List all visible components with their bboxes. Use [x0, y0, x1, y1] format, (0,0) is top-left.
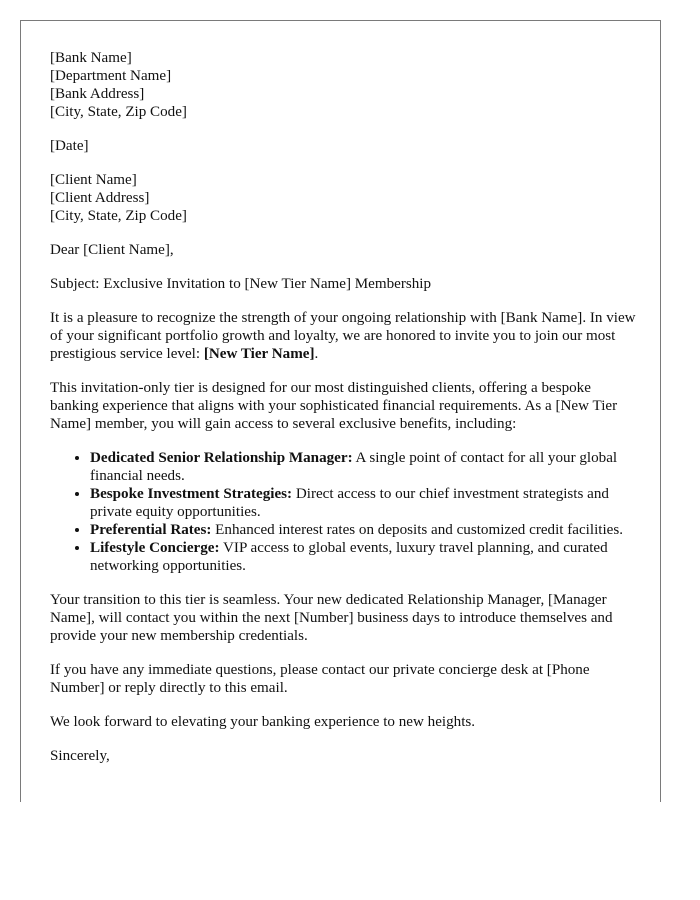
recipient-address: [Client Address]: [50, 190, 150, 206]
benefit-item: [90, 485, 640, 521]
benefits-list: [50, 449, 640, 575]
signoff: Sincerely,: [50, 748, 110, 764]
date-block: [50, 137, 640, 155]
intro-end: .: [314, 346, 319, 362]
salutation: Dear [Client Name],: [50, 242, 174, 258]
benefit-text: Enhanced interest rates on deposits and customized credit facilities.: [211, 522, 623, 538]
benefit-item: [90, 521, 640, 539]
benefit-item: [90, 539, 640, 575]
benefit-item: [90, 449, 640, 485]
transition-paragraph: Your transition to this tier is seamless. Your new dedicated Relationship Manager, [Manager Name], will contact you within the next [Number] business days to introduce themselves and provide your new membership credentials.: [50, 592, 613, 644]
letter-body: [50, 49, 640, 781]
sender-city-state-zip: [City, State, Zip Code]: [50, 104, 187, 120]
tier-paragraph: This invitation-only tier is designed for our most distinguished clients, offering a bespoke banking experience that aligns with your sophisticated financial requirements. As a [New Tier Name] member, you will gain access to several exclusive benefits, including:: [50, 380, 618, 432]
sender-address: [Bank Address]: [50, 86, 145, 102]
intro-text: It is a pleasure to recognize the strength of your ongoing relationship with [Bank Name]. In view of your significant portfolio growth and loyalty, we are honored to invite you to join our most prestigious service level:: [50, 310, 636, 362]
intro-paragraph: [50, 309, 640, 363]
letter-page: [20, 20, 661, 802]
benefit-text: A single point of contact for all your global financial needs.: [90, 450, 618, 484]
benefit-title: Dedicated Senior Relationship Manager:: [90, 450, 353, 466]
recipient-city-state-zip: [City, State, Zip Code]: [50, 208, 187, 224]
closing-paragraph: We look forward to elevating your banking experience to new heights.: [50, 714, 476, 730]
benefit-title: Lifestyle Concierge:: [90, 540, 220, 556]
benefit-text: Direct access to our chief investment strategists and private equity opportunities.: [90, 486, 609, 520]
questions-paragraph: If you have any immediate questions, please contact our private concierge desk at [Phone Number] or reply directly to this email.: [50, 662, 590, 696]
sender-bank-name: [Bank Name]: [50, 50, 132, 66]
benefit-title: Bespoke Investment Strategies:: [90, 486, 293, 502]
benefit-title: Preferential Rates:: [90, 522, 212, 538]
sender-address-block: [50, 49, 640, 121]
benefit-text: VIP access to global events, luxury travel planning, and curated networking opportunities.: [90, 540, 608, 574]
letter-date: [Date]: [50, 138, 89, 154]
sender-department: [Department Name]: [50, 68, 172, 84]
recipient-address-block: [50, 171, 640, 225]
intro-tier-name: [New Tier Name]: [203, 346, 315, 362]
recipient-name: [Client Name]: [50, 172, 137, 188]
subject-line: Subject: Exclusive Invitation to [New Tier Name] Membership: [50, 276, 432, 292]
